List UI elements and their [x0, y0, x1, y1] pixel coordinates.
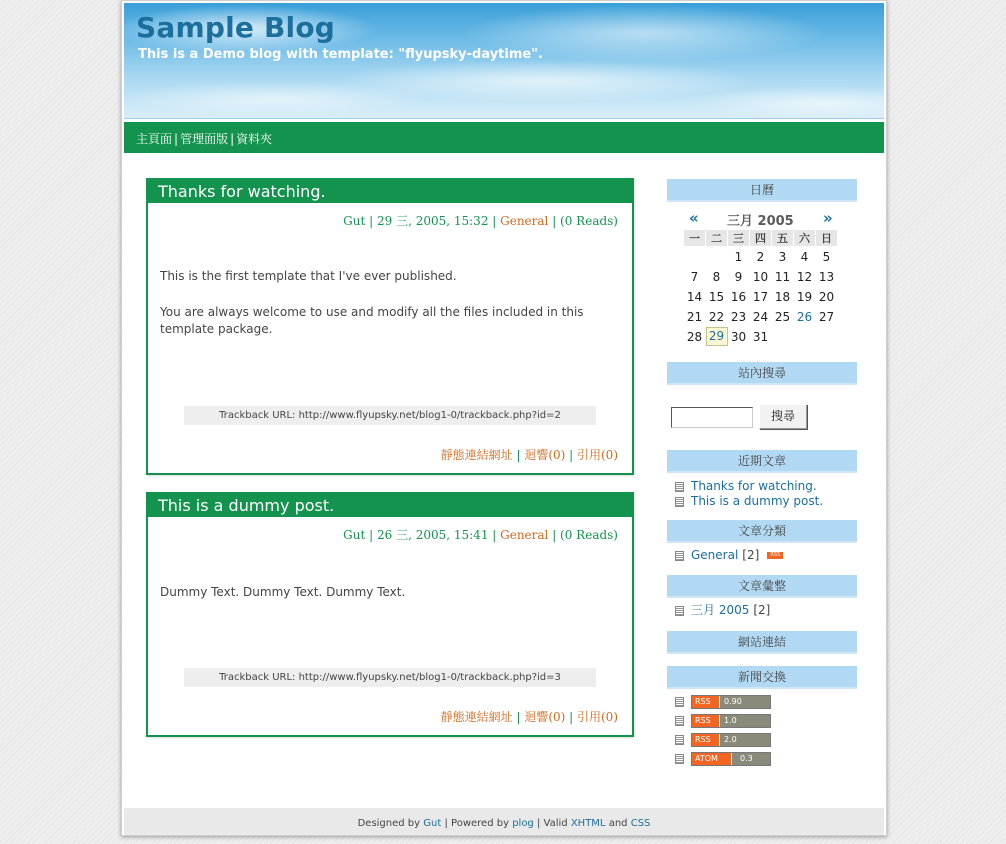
calendar-day: 22 — [708, 309, 725, 324]
post-category-link[interactable]: General — [500, 528, 549, 542]
footer-separator: | — [536, 818, 541, 829]
calendar-week — [684, 287, 838, 307]
rss-icon[interactable]: RSS — [767, 552, 783, 559]
calendar-weekday: 日 — [816, 230, 838, 247]
permalink-link[interactable]: 靜態連結網址 — [440, 710, 513, 724]
calendar-day: 3 — [778, 249, 787, 264]
calendar-day — [706, 247, 728, 267]
page-container — [121, 0, 887, 836]
nav-admin-link[interactable]: 管理面版 — [180, 132, 229, 146]
calendar-day: 17 — [752, 289, 769, 304]
calendar-day: 13 — [818, 269, 835, 284]
feed-badge-type: ATOM — [692, 753, 732, 765]
calendar-day: 11 — [774, 269, 791, 284]
category-link[interactable]: General — [691, 548, 739, 562]
calendar-weekday: 三 — [728, 230, 750, 247]
calendar-day: 20 — [818, 289, 835, 304]
document-icon — [675, 697, 684, 707]
recent-posts-list — [675, 479, 823, 509]
blog-header — [124, 3, 884, 119]
list-item — [675, 494, 823, 509]
footer-powered-by: Powered by — [451, 818, 509, 829]
footer-plog-link[interactable]: plog — [512, 818, 534, 829]
document-icon — [675, 551, 684, 561]
calendar-day: 21 — [686, 309, 703, 324]
calendar-prev-link[interactable]: « — [689, 209, 699, 227]
calendar-day: 30 — [730, 329, 747, 344]
search-button[interactable]: 搜尋 — [759, 404, 807, 429]
search-input[interactable] — [671, 407, 753, 428]
trackback-url: Trackback URL: http://www.flyupsky.net/blog1-0/trackback.php?id=2 — [184, 406, 596, 425]
calendar-week — [684, 267, 838, 287]
feed-badge-type: RSS — [692, 696, 720, 708]
document-icon — [675, 606, 684, 616]
comments-link[interactable]: 迴響(0) — [524, 448, 566, 462]
post-title[interactable]: This is a dummy post. — [148, 494, 632, 517]
categories-heading: 文章分類 — [667, 520, 857, 543]
archives-heading: 文章彙整 — [667, 575, 857, 598]
footer-css-link[interactable]: CSS — [630, 818, 651, 829]
calendar-day: 9 — [734, 269, 743, 284]
links-heading: 網站連結 — [667, 631, 857, 654]
footer — [124, 808, 884, 835]
calendar-week — [684, 327, 838, 347]
post-paragraph: This is the first template that I've ever published. — [160, 269, 457, 283]
calendar-day: 27 — [818, 309, 835, 324]
post-card — [146, 492, 634, 737]
rss-1-0-badge[interactable] — [691, 714, 771, 728]
list-item — [675, 603, 770, 618]
calendar-day — [794, 327, 816, 347]
feeds-heading: 新聞交換 — [667, 666, 857, 689]
post-title[interactable]: Thanks for watching. — [148, 180, 632, 203]
post-date: 26 三, 2005, 15:41 — [376, 528, 489, 542]
recent-posts-heading: 近期文章 — [667, 450, 857, 473]
calendar-weekday: 二 — [706, 230, 728, 247]
blog-subtitle: This is a Demo blog with template: "flyupsky-daytime". — [138, 47, 543, 62]
calendar-today[interactable]: 29 — [706, 327, 728, 346]
post-meta: Gut | 29 三, 2005, 15:32 | General | (0 Reads) — [343, 214, 618, 228]
calendar-day: 4 — [800, 249, 809, 264]
calendar-weekday: 一 — [684, 230, 706, 247]
rss-2-0-badge[interactable] — [691, 733, 771, 747]
document-icon — [675, 482, 684, 492]
calendar-day[interactable] — [706, 327, 728, 347]
list-item — [675, 479, 823, 494]
calendar-day: 23 — [730, 309, 747, 324]
comments-link[interactable]: 迴響(0) — [524, 710, 566, 724]
recent-post-link[interactable]: This is a dummy post. — [691, 494, 824, 508]
calendar-heading: 日曆 — [667, 179, 857, 202]
top-nav — [124, 122, 884, 153]
trackback-url: Trackback URL: http://www.flyupsky.net/blog1-0/trackback.php?id=3 — [184, 668, 596, 687]
post-links: 靜態連結網址 | 迴響(0) | 引用(0) — [440, 448, 618, 462]
calendar-day: 16 — [730, 289, 747, 304]
feed-badge-type: RSS — [692, 715, 720, 727]
calendar-week — [684, 307, 838, 327]
trackbacks-link[interactable]: 引用(0) — [577, 710, 618, 724]
calendar-day: 7 — [690, 269, 699, 284]
post-author[interactable]: Gut — [343, 214, 366, 228]
feed-badge-version: 1.0 — [720, 715, 770, 727]
calendar-day: 2 — [756, 249, 765, 264]
footer-designed-by: Designed by — [357, 818, 421, 829]
calendar-day — [684, 247, 706, 267]
calendar-day: 31 — [752, 329, 769, 344]
post-links: 靜態連結網址 | 迴響(0) | 引用(0) — [440, 710, 618, 724]
nav-home-link[interactable]: 主頁面 — [136, 132, 173, 146]
post-reads: (0 Reads) — [560, 528, 618, 542]
post-paragraph: You are always welcome to use and modify all the files included in this template package. — [160, 305, 584, 336]
document-icon — [675, 754, 684, 764]
recent-post-link[interactable]: Thanks for watching. — [691, 479, 817, 493]
calendar-day: 28 — [686, 329, 703, 344]
calendar-day: 19 — [796, 289, 813, 304]
nav-folder-link[interactable]: 資料夾 — [236, 132, 273, 146]
calendar-day: 8 — [712, 269, 721, 284]
post-body — [148, 268, 632, 338]
feed-badge-version: 0.90 — [720, 696, 770, 708]
feed-item — [675, 695, 771, 709]
calendar-grid — [683, 229, 838, 347]
archive-link[interactable]: 三月 2005 — [691, 603, 750, 617]
feed-item — [675, 714, 771, 728]
post-body — [148, 584, 632, 601]
calendar-day: 10 — [752, 269, 769, 284]
calendar-day — [772, 327, 794, 347]
post-category-link[interactable]: General — [500, 214, 549, 228]
calendar-month: 三月 2005 — [727, 214, 794, 229]
feed-badge-version: 2.0 — [720, 734, 770, 746]
search-heading: 站內搜尋 — [667, 362, 857, 385]
nav-separator: | — [174, 132, 179, 146]
calendar-day: 5 — [822, 249, 831, 264]
calendar-day — [816, 327, 838, 347]
document-icon — [675, 497, 684, 507]
calendar-day: 14 — [686, 289, 703, 304]
footer-xhtml-link[interactable]: XHTML — [570, 818, 606, 829]
calendar-next-link[interactable]: » — [823, 209, 833, 227]
list-item — [675, 548, 783, 563]
category-count: [2] — [742, 548, 760, 562]
calendar-weekday: 五 — [772, 230, 794, 247]
feed-item — [675, 752, 771, 766]
feed-badge-type: RSS — [692, 734, 720, 746]
calendar-day: 1 — [734, 249, 743, 264]
feed-badge-version: 0.3 — [732, 753, 770, 765]
atom-0-3-badge[interactable] — [691, 752, 771, 766]
footer-and: and — [608, 818, 628, 829]
post-card — [146, 178, 634, 475]
permalink-link[interactable]: 靜態連結網址 — [440, 448, 513, 462]
blog-title[interactable]: Sample Blog — [136, 11, 336, 44]
trackbacks-link[interactable]: 引用(0) — [577, 448, 618, 462]
post-paragraph: Dummy Text. Dummy Text. Dummy Text. — [160, 585, 406, 599]
archive-count: [2] — [753, 603, 771, 617]
calendar-day: 12 — [796, 269, 813, 284]
calendar-weekday: 六 — [794, 230, 816, 247]
categories-list — [675, 548, 783, 563]
calendar-week — [684, 247, 838, 267]
calendar-weekday: 四 — [750, 230, 772, 247]
calendar-day: 25 — [774, 309, 791, 324]
footer-valid: Valid — [543, 818, 568, 829]
calendar-day: 15 — [708, 289, 725, 304]
footer-designer-link[interactable]: Gut — [423, 818, 442, 829]
post-date: 29 三, 2005, 15:32 — [376, 214, 489, 228]
document-icon — [675, 735, 684, 745]
post-meta: Gut | 26 三, 2005, 15:41 | General | (0 Reads) — [343, 528, 618, 542]
document-icon — [675, 716, 684, 726]
post-reads: (0 Reads) — [560, 214, 618, 228]
post-author[interactable]: Gut — [343, 528, 366, 542]
nav-separator: | — [230, 132, 235, 146]
footer-separator: | — [444, 818, 448, 829]
archives-list — [675, 603, 770, 618]
rss-0-90-badge[interactable] — [691, 695, 771, 709]
feed-item — [675, 733, 771, 747]
calendar-day[interactable]: 26 — [796, 309, 813, 324]
calendar-day: 18 — [774, 289, 791, 304]
calendar-day: 24 — [752, 309, 769, 324]
